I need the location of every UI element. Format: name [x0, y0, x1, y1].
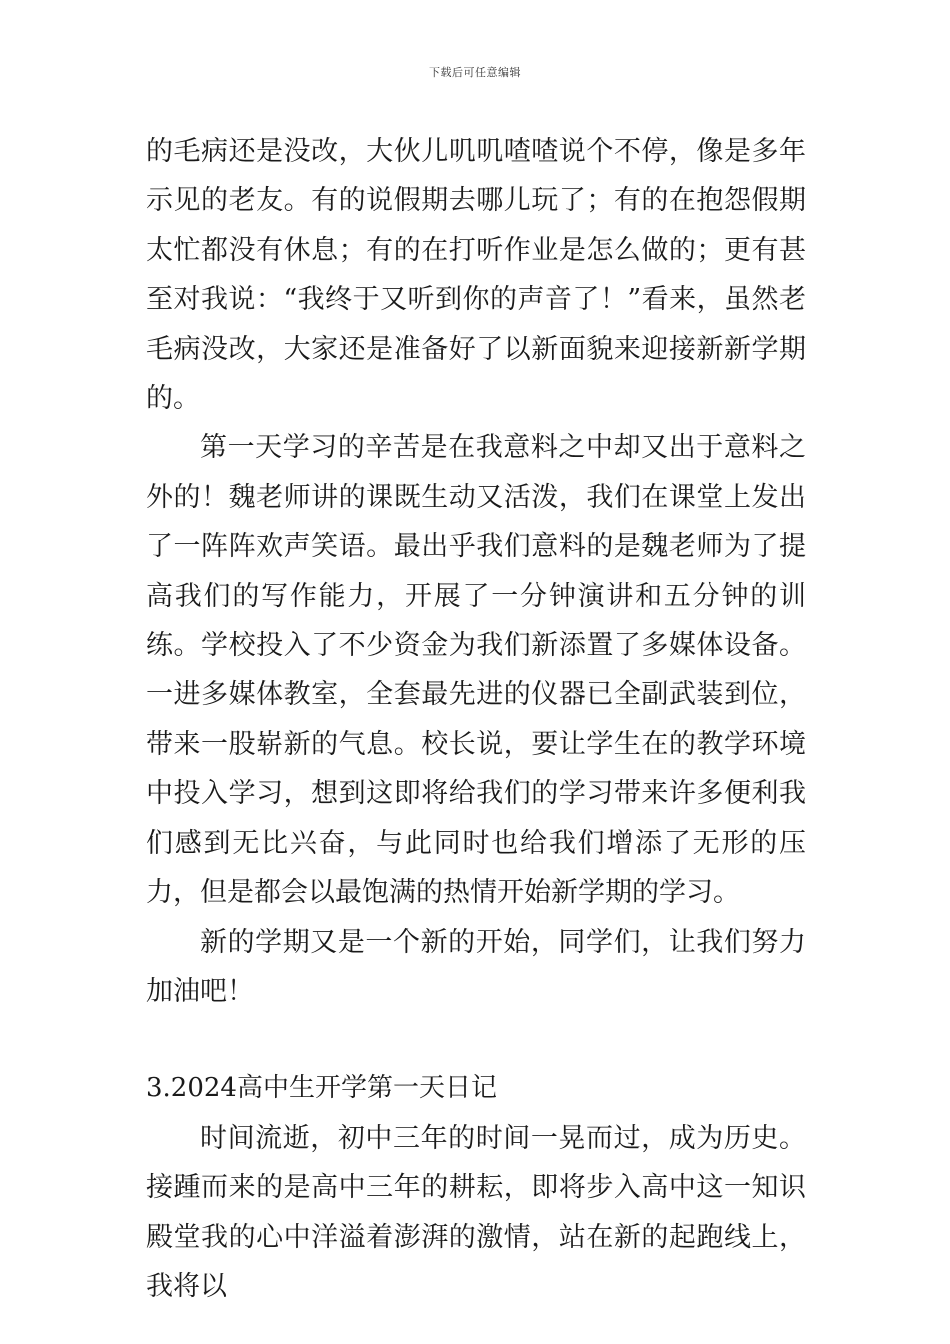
paragraph-first-day: 第一天学习的辛苦是在我意料之中却又出于意料之外的！魏老师讲的课既生动又活泼，我们在课堂上发出了一阵阵欢声笑语。最出乎我们意料的是魏老师为了提高我们的写作能力，开展了一分钟演讲和五分钟的训练。学校投入了不少资金为我们新添置了多媒体设备。一进多媒体教室，全套最先进的仪器已全副武装到位，带来一股崭新的气息。校长说，要让学生在的教学环境中投入学习，想到这即将给我们的学习带来许多便利我们感到无比兴奋，与此同时也给我们增添了无形的压力，但是都会以最饱满的热情开始新学期的学习。: [146, 432, 806, 909]
document-body: [146, 127, 806, 1311]
section-heading: 3.2024高中生开学第一天日记: [146, 1073, 497, 1104]
paragraph-continued: 的毛病还是没改，大伙儿叽叽喳喳说个不停，像是多年示见的老友。有的说假期去哪儿玩了；有的在抱怨假期太忙都没有休息；有的在打听作业是怎么做的；更有甚至对我说：“我终于又听到你的声音了！”看来，虽然老 毛病没改，大家还是准备好了以新面貌来迎接新新学期的。: [146, 136, 806, 415]
paragraph-closing: 新的学期又是一个新的开始，同学们，让我们努力加油吧！: [146, 926, 806, 1007]
paragraph-section-intro: 时间流逝，初中三年的时间一晃而过，成为历史。接踵而来的是高中三年的耕耘，即将步入高中这一知识殿堂我的心中洋溢着澎湃的激情，站在新的起跑线上，我将以: [146, 1122, 806, 1302]
page-header: 下载后可任意编辑: [429, 66, 521, 79]
